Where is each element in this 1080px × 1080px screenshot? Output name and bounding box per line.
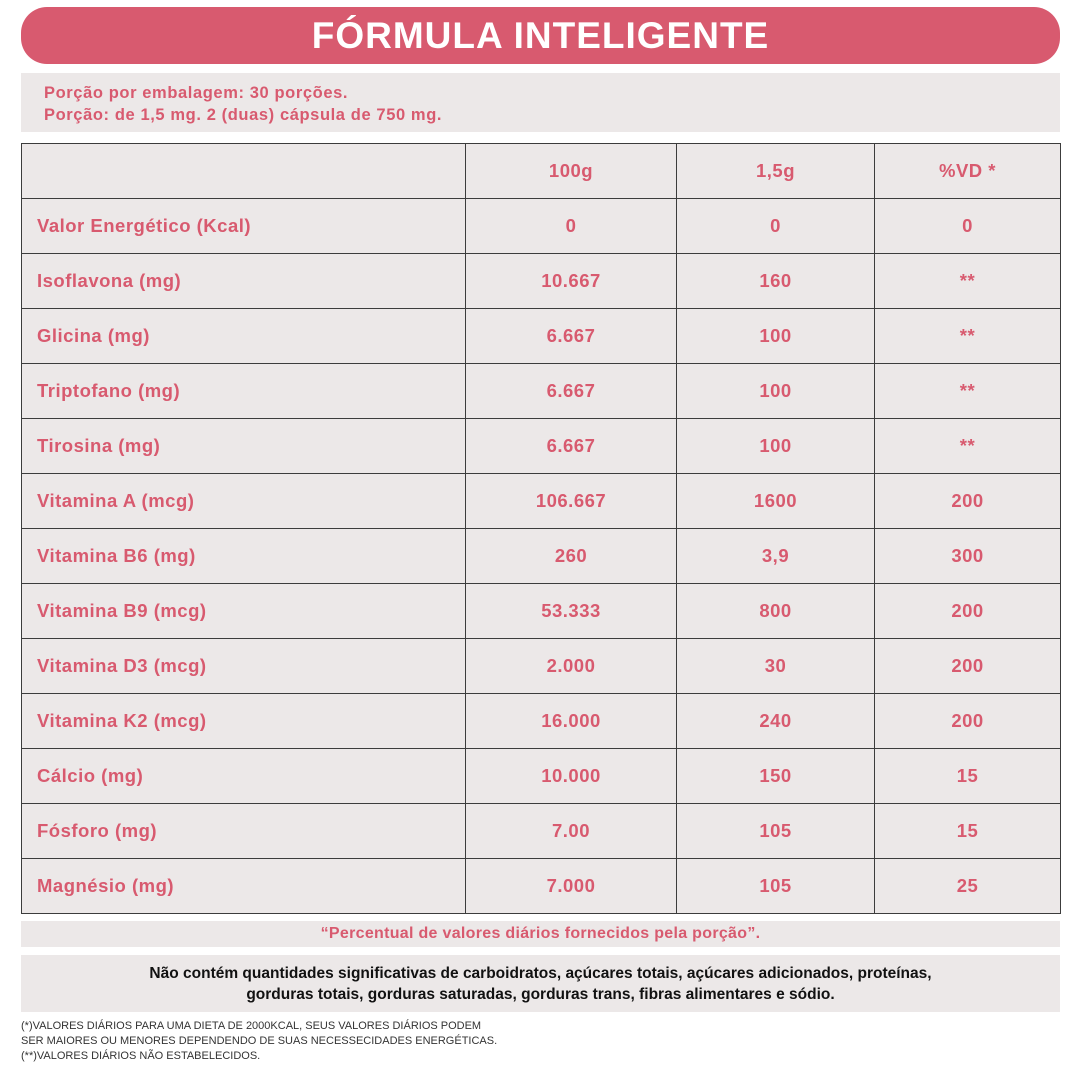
table-row xyxy=(22,584,1061,639)
nutrient-value: ** xyxy=(875,419,1061,474)
nutrient-value: ** xyxy=(875,309,1061,364)
nutrition-table-body xyxy=(22,144,1061,914)
nutrient-value: 106.667 xyxy=(466,474,677,529)
nutrient-value: 800 xyxy=(677,584,875,639)
table-row xyxy=(22,419,1061,474)
page-title: FÓRMULA INTELIGENTE xyxy=(311,14,770,56)
nutrient-name: Magnésio (mg) xyxy=(22,859,466,914)
column-header xyxy=(22,144,466,199)
title-banner xyxy=(21,7,1060,64)
servings-per-package: Porção por embalagem: 30 porções. xyxy=(44,84,349,102)
nutrient-name: Cálcio (mg) xyxy=(22,749,466,804)
nutrient-value: 0 xyxy=(677,199,875,254)
column-header: %VD * xyxy=(875,144,1061,199)
nutrient-name: Fósforo (mg) xyxy=(22,804,466,859)
nutrient-name: Vitamina B6 (mg) xyxy=(22,529,466,584)
table-row xyxy=(22,474,1061,529)
nutrient-value: 7.00 xyxy=(466,804,677,859)
nutrient-value: 1600 xyxy=(677,474,875,529)
table-row xyxy=(22,639,1061,694)
nutrient-value: 10.000 xyxy=(466,749,677,804)
nutrient-value: 105 xyxy=(677,804,875,859)
nutrient-name: Vitamina K2 (mcg) xyxy=(22,694,466,749)
nutrient-value: 15 xyxy=(875,804,1061,859)
table-row xyxy=(22,859,1061,914)
nutrient-value: 7.000 xyxy=(466,859,677,914)
column-header: 100g xyxy=(466,144,677,199)
nutrient-value: 150 xyxy=(677,749,875,804)
nutrient-value: 105 xyxy=(677,859,875,914)
nutrient-value: 16.000 xyxy=(466,694,677,749)
table-row xyxy=(22,199,1061,254)
column-header: 1,5g xyxy=(677,144,875,199)
nutrient-value: 100 xyxy=(677,364,875,419)
nutrient-value: 30 xyxy=(677,639,875,694)
nutrient-name: Vitamina B9 (mcg) xyxy=(22,584,466,639)
nutrient-value: 300 xyxy=(875,529,1061,584)
nutrient-value: 53.333 xyxy=(466,584,677,639)
nutrient-value: 200 xyxy=(875,584,1061,639)
percent-note: “Percentual de valores diários fornecidos pela porção”. xyxy=(21,921,1060,947)
nutrient-value: 240 xyxy=(677,694,875,749)
table-row xyxy=(22,804,1061,859)
table-row xyxy=(22,694,1061,749)
nutrient-value: 0 xyxy=(875,199,1061,254)
table-header-row xyxy=(22,144,1061,199)
nutrient-value: 0 xyxy=(466,199,677,254)
serving-info xyxy=(21,73,1060,132)
nutrient-value: 6.667 xyxy=(466,364,677,419)
nutrient-value: 200 xyxy=(875,694,1061,749)
nutrient-name: Valor Energético (Kcal) xyxy=(22,199,466,254)
nutrient-value: 3,9 xyxy=(677,529,875,584)
nutrient-name: Triptofano (mg) xyxy=(22,364,466,419)
nutrient-name: Isoflavona (mg) xyxy=(22,254,466,309)
nutrient-value: 200 xyxy=(875,474,1061,529)
nutrient-value: 260 xyxy=(466,529,677,584)
footnote-line: SER MAIORES OU MENORES DEPENDENDO DE SUAS NECESSECIDADES ENERGÉTICAS. xyxy=(21,1035,498,1047)
nutrient-value: 100 xyxy=(677,419,875,474)
nutrient-name: Tirosina (mg) xyxy=(22,419,466,474)
nutrient-value: ** xyxy=(875,254,1061,309)
table-row xyxy=(22,749,1061,804)
nutrient-value: 10.667 xyxy=(466,254,677,309)
nutrient-value: 6.667 xyxy=(466,309,677,364)
nutrient-name: Vitamina D3 (mcg) xyxy=(22,639,466,694)
nutrient-value: 100 xyxy=(677,309,875,364)
notice-line: gorduras totais, gorduras saturadas, gorduras trans, fibras alimentares e sódio. xyxy=(246,986,835,1003)
nutrient-value: ** xyxy=(875,364,1061,419)
nutrient-value: 15 xyxy=(875,749,1061,804)
nutrient-value: 6.667 xyxy=(466,419,677,474)
footnote-line: (**)VALORES DIÁRIOS NÃO ESTABELECIDOS. xyxy=(21,1050,261,1062)
nutrient-name: Glicina (mg) xyxy=(22,309,466,364)
nutrient-value: 160 xyxy=(677,254,875,309)
table-row xyxy=(22,529,1061,584)
nutrient-notice xyxy=(21,955,1060,1012)
nutrient-value: 2.000 xyxy=(466,639,677,694)
table-row xyxy=(22,364,1061,419)
footnotes xyxy=(21,1019,721,1064)
nutrient-value: 200 xyxy=(875,639,1061,694)
nutrient-name: Vitamina A (mcg) xyxy=(22,474,466,529)
table-row xyxy=(22,254,1061,309)
nutrition-table xyxy=(21,143,1061,914)
footnote-line: (*)VALORES DIÁRIOS PARA UMA DIETA DE 2000KCAL, SEUS VALORES DIÁRIOS PODEM xyxy=(21,1020,482,1032)
table-row xyxy=(22,309,1061,364)
notice-line: Não contém quantidades significativas de carboidratos, açúcares totais, açúcares adicionados, proteínas, xyxy=(149,965,932,982)
nutrient-value: 25 xyxy=(875,859,1061,914)
serving-size: Porção: de 1,5 mg. 2 (duas) cápsula de 750 mg. xyxy=(44,106,443,124)
